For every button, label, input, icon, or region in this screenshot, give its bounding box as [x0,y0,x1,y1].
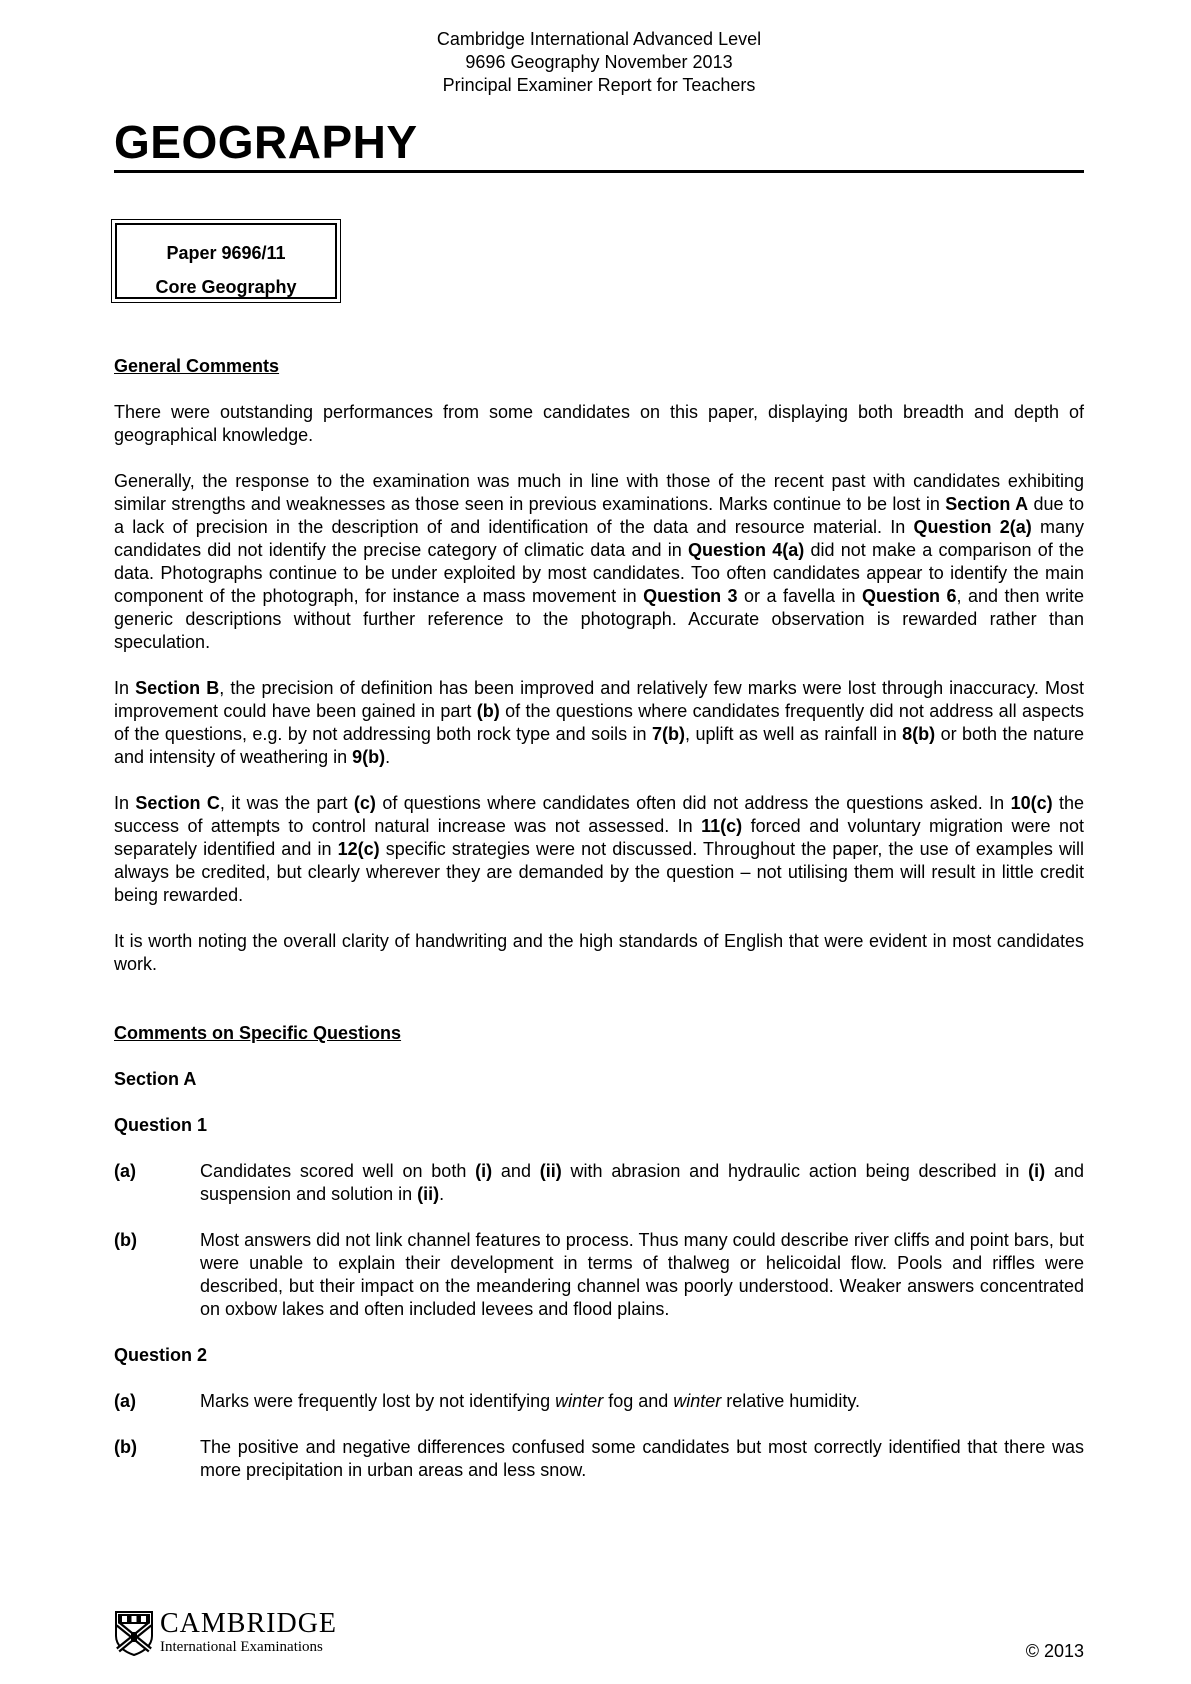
question-2b-label: (b) [114,1437,137,1457]
section-heading: Section A [114,1069,197,1089]
general-paragraph-3: In Section B, the precision of definition has been improved and relatively few marks were lost through inaccuracy. Most improvement could have been gained in part (b) of the questions where candidates frequently did not address all aspects of the questions, e.g. by not addressing both rock type and soils in 7(b), uplift as well as rainfall in 8(b) or both the nature and intensity of weathering in 9(b). [114,678,1085,767]
general-paragraph-2: Generally, the response to the examination was much in line with those of the recent past with candidates exhibiting similar strengths and weaknesses as those seen in previous examinations. Marks continue to be lost in Section A due to a lack of precision in the description of and identification of the data and resource material. In Question 2(a) many candidates did not identify the precise category of climatic data and in Question 4(a) did not make a comparison of the data. Photographs continue to be under exploited by most candidates. Too often candidates appear to identify the main component of the photograph, for instance a mass movement in Question 3 or a favella in Question 6, and then write generic descriptions without further reference to the photograph. Accurate observation is rewarded rather than speculation. [114,471,1085,652]
question-2b-text: The positive and negative differences confused some candidates but most correctly identified that there was more precipitation in urban areas and less snow. [200,1437,1084,1480]
question-1b-text: Most answers did not link channel features to process. Thus many could describe river cliffs and point bars, but were unable to explain their development in terms of thalweg or helicoidal flow. Pools and riffles were described, but their impact on the meandering channel was poorly understood. Weaker answers concentrated on oxbow lakes and often included levees and flood plains. [200,1230,1084,1319]
crest-icon [114,1610,154,1656]
report-header [114,28,1084,97]
report-content [114,355,1084,1505]
header-line-1: Cambridge International Advanced Level [436,29,762,49]
general-paragraph-4: In Section C, it was the part (c) of questions where candidates often did not address the questions asked. In 10(c) the success of attempts to control natural increase was not assessed. In 11(c) forced and voluntary migration were not separately identified and in 12(c) specific strategies were not discussed. Throughout the paper, the use of examples will always be credited, but clearly wherever they are demanded by the question – not utilising them will result in little credit being rewarded. [114,793,1085,905]
paper-code: Paper 9696/11 [166,243,286,263]
specific-comments-heading: Comments on Specific Questions [114,1023,402,1043]
paper-box [111,219,341,303]
general-paragraph-5: It is worth noting the overall clarity of handwriting and the high standards of English that were evident in most candidates work. [114,931,1084,974]
question-1-heading: Question 1 [114,1115,208,1135]
question-1b [114,1229,1084,1321]
paper-name: Core Geography [155,277,297,297]
question-1a-text: Candidates scored well on both (i) and (ii) with abrasion and hydraulic action being described in (i) and suspension and solution in (ii). [200,1161,1084,1204]
question-1a-label: (a) [114,1161,136,1181]
question-1a [114,1160,1084,1206]
question-1b-label: (b) [114,1230,137,1250]
cambridge-logo [114,1610,337,1656]
header-line-2: 9696 Geography November 2013 [465,52,733,72]
question-2a [114,1390,1084,1413]
logo-sub-text: International Examinations [160,1639,323,1655]
question-2a-text: Marks were frequently lost by not identifying winter fog and winter relative humidity. [200,1391,860,1411]
page [114,0,1084,1684]
question-2a-label: (a) [114,1391,136,1411]
header-line-3: Principal Examiner Report for Teachers [442,75,756,95]
logo-main-text: CAMBRIDGE [160,1608,338,1639]
page-title: GEOGRAPHY [114,116,418,168]
general-paragraph-1: There were outstanding performances from some candidates on this paper, displaying both breadth and depth of geographical knowledge. [114,402,1084,445]
title-rule [114,170,1084,173]
copyright: © 2013 [1025,1641,1084,1661]
question-2-heading: Question 2 [114,1345,208,1365]
general-comments-heading: General Comments [114,356,280,376]
question-2b [114,1436,1084,1482]
